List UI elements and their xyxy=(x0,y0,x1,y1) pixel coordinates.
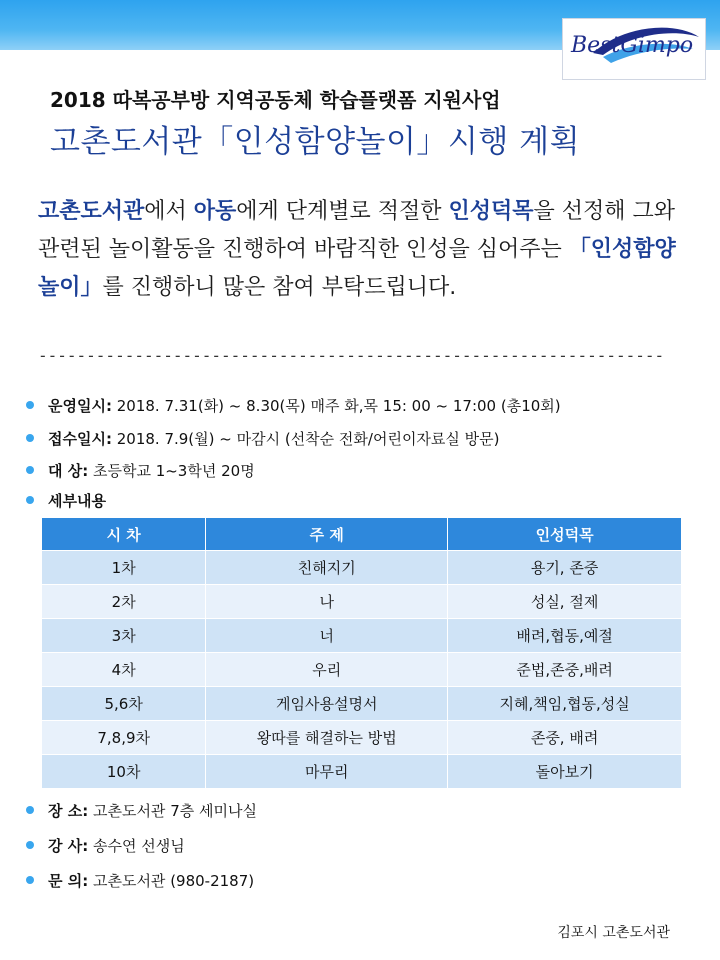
cell-session: 5,6차 xyxy=(42,687,206,721)
info-target xyxy=(26,460,706,481)
info-value: 2018. 7.31(화) ~ 8.30(목) 매주 화,목 15: 00 ~ 17:00 (총10회) xyxy=(111,397,561,415)
program-subtitle: 2018 따복공부방 지역공동체 학습플랫폼 지원사업 xyxy=(50,88,501,112)
intro-text: 를 진행하니 많은 참여 부탁드립니다. xyxy=(102,275,457,300)
info-value: 송수연 선생님 xyxy=(88,837,185,855)
schedule-table xyxy=(42,518,682,788)
logo-text: BestGimpo xyxy=(571,33,694,58)
intro-library: 고촌도서관 xyxy=(38,199,145,224)
table-row xyxy=(42,585,682,619)
info-value: 2018. 7.9(월) ~ 마감시 (선착순 전화/어린이자료실 방문) xyxy=(111,430,500,448)
intro-children: 아동 xyxy=(193,199,237,224)
bullet-icon xyxy=(26,496,34,504)
cell-virtues: 준법,존중,배려 xyxy=(448,653,682,687)
bullet-icon xyxy=(26,841,34,849)
cell-session: 1차 xyxy=(42,551,206,585)
cell-session: 3차 xyxy=(42,619,206,653)
cell-virtues: 성실, 절제 xyxy=(448,585,682,619)
intro-text: 에서 xyxy=(144,199,194,224)
table-header-row xyxy=(42,518,682,551)
header-session: 시 차 xyxy=(42,518,206,551)
cell-topic: 게임사용설명서 xyxy=(206,687,448,721)
cell-topic: 너 xyxy=(206,619,448,653)
info-place xyxy=(26,800,706,821)
info-value: 초등학교 1~3학년 20명 xyxy=(88,462,255,480)
cell-session: 7,8,9차 xyxy=(42,721,206,755)
intro-program-name: 「인성함양놀이」 xyxy=(38,237,676,300)
intro-virtues: 인성덕목 xyxy=(448,199,534,224)
table-row xyxy=(42,551,682,585)
info-label: 대 상: xyxy=(48,462,89,480)
cell-topic: 친해지기 xyxy=(206,551,448,585)
intro-text: 을 선정해 그와 관련된 놀이활동을 진행하여 바람직한 인성을 심어주는 xyxy=(38,199,676,262)
info-label: 강 사: xyxy=(48,837,89,855)
cell-topic: 우리 xyxy=(206,653,448,687)
table-row xyxy=(42,653,682,687)
header-topic: 주 제 xyxy=(206,518,448,551)
info-lecturer xyxy=(26,835,706,856)
cell-session: 4차 xyxy=(42,653,206,687)
info-schedule xyxy=(26,395,706,416)
table-row xyxy=(42,687,682,721)
best-gimpo-logo xyxy=(562,18,706,80)
cell-virtues: 용기, 존중 xyxy=(448,551,682,585)
bullet-icon xyxy=(26,876,34,884)
page-title: 고촌도서관「인성함양놀이」시행 계획 xyxy=(50,124,581,160)
cell-virtues: 배려,협동,예절 xyxy=(448,619,682,653)
cell-virtues: 돌아보기 xyxy=(448,755,682,789)
cell-topic: 왕따를 해결하는 방법 xyxy=(206,721,448,755)
cell-topic: 마무리 xyxy=(206,755,448,789)
info-label: 장 소: xyxy=(48,802,89,820)
cell-virtues: 지혜,책임,협동,성실 xyxy=(448,687,682,721)
cell-session: 10차 xyxy=(42,755,206,789)
cell-topic: 나 xyxy=(206,585,448,619)
info-details xyxy=(26,490,706,511)
info-label: 접수일시: xyxy=(48,430,112,448)
table-row xyxy=(42,619,682,653)
info-value: 고촌도서관 (980-2187) xyxy=(88,872,255,890)
dashed-divider: ----------------------------------------------------------------- xyxy=(38,346,665,365)
intro-text: 에게 단계별로 적절한 xyxy=(236,199,449,224)
info-label: 세부내용 xyxy=(48,492,106,510)
intro-paragraph xyxy=(38,193,688,307)
info-contact xyxy=(26,870,706,891)
bullet-icon xyxy=(26,401,34,409)
info-value: 고촌도서관 7층 세미나실 xyxy=(88,802,257,820)
cell-session: 2차 xyxy=(42,585,206,619)
footer-organization: 김포시 고촌도서관 xyxy=(557,925,670,941)
cell-virtues: 존중, 배려 xyxy=(448,721,682,755)
header-virtues: 인성덕목 xyxy=(448,518,682,551)
info-reception xyxy=(26,428,706,449)
bullet-icon xyxy=(26,434,34,442)
bullet-icon xyxy=(26,806,34,814)
table-row xyxy=(42,755,682,789)
bullet-icon xyxy=(26,466,34,474)
table-row xyxy=(42,721,682,755)
info-label: 운영일시: xyxy=(48,397,112,415)
info-label: 문 의: xyxy=(48,872,89,890)
